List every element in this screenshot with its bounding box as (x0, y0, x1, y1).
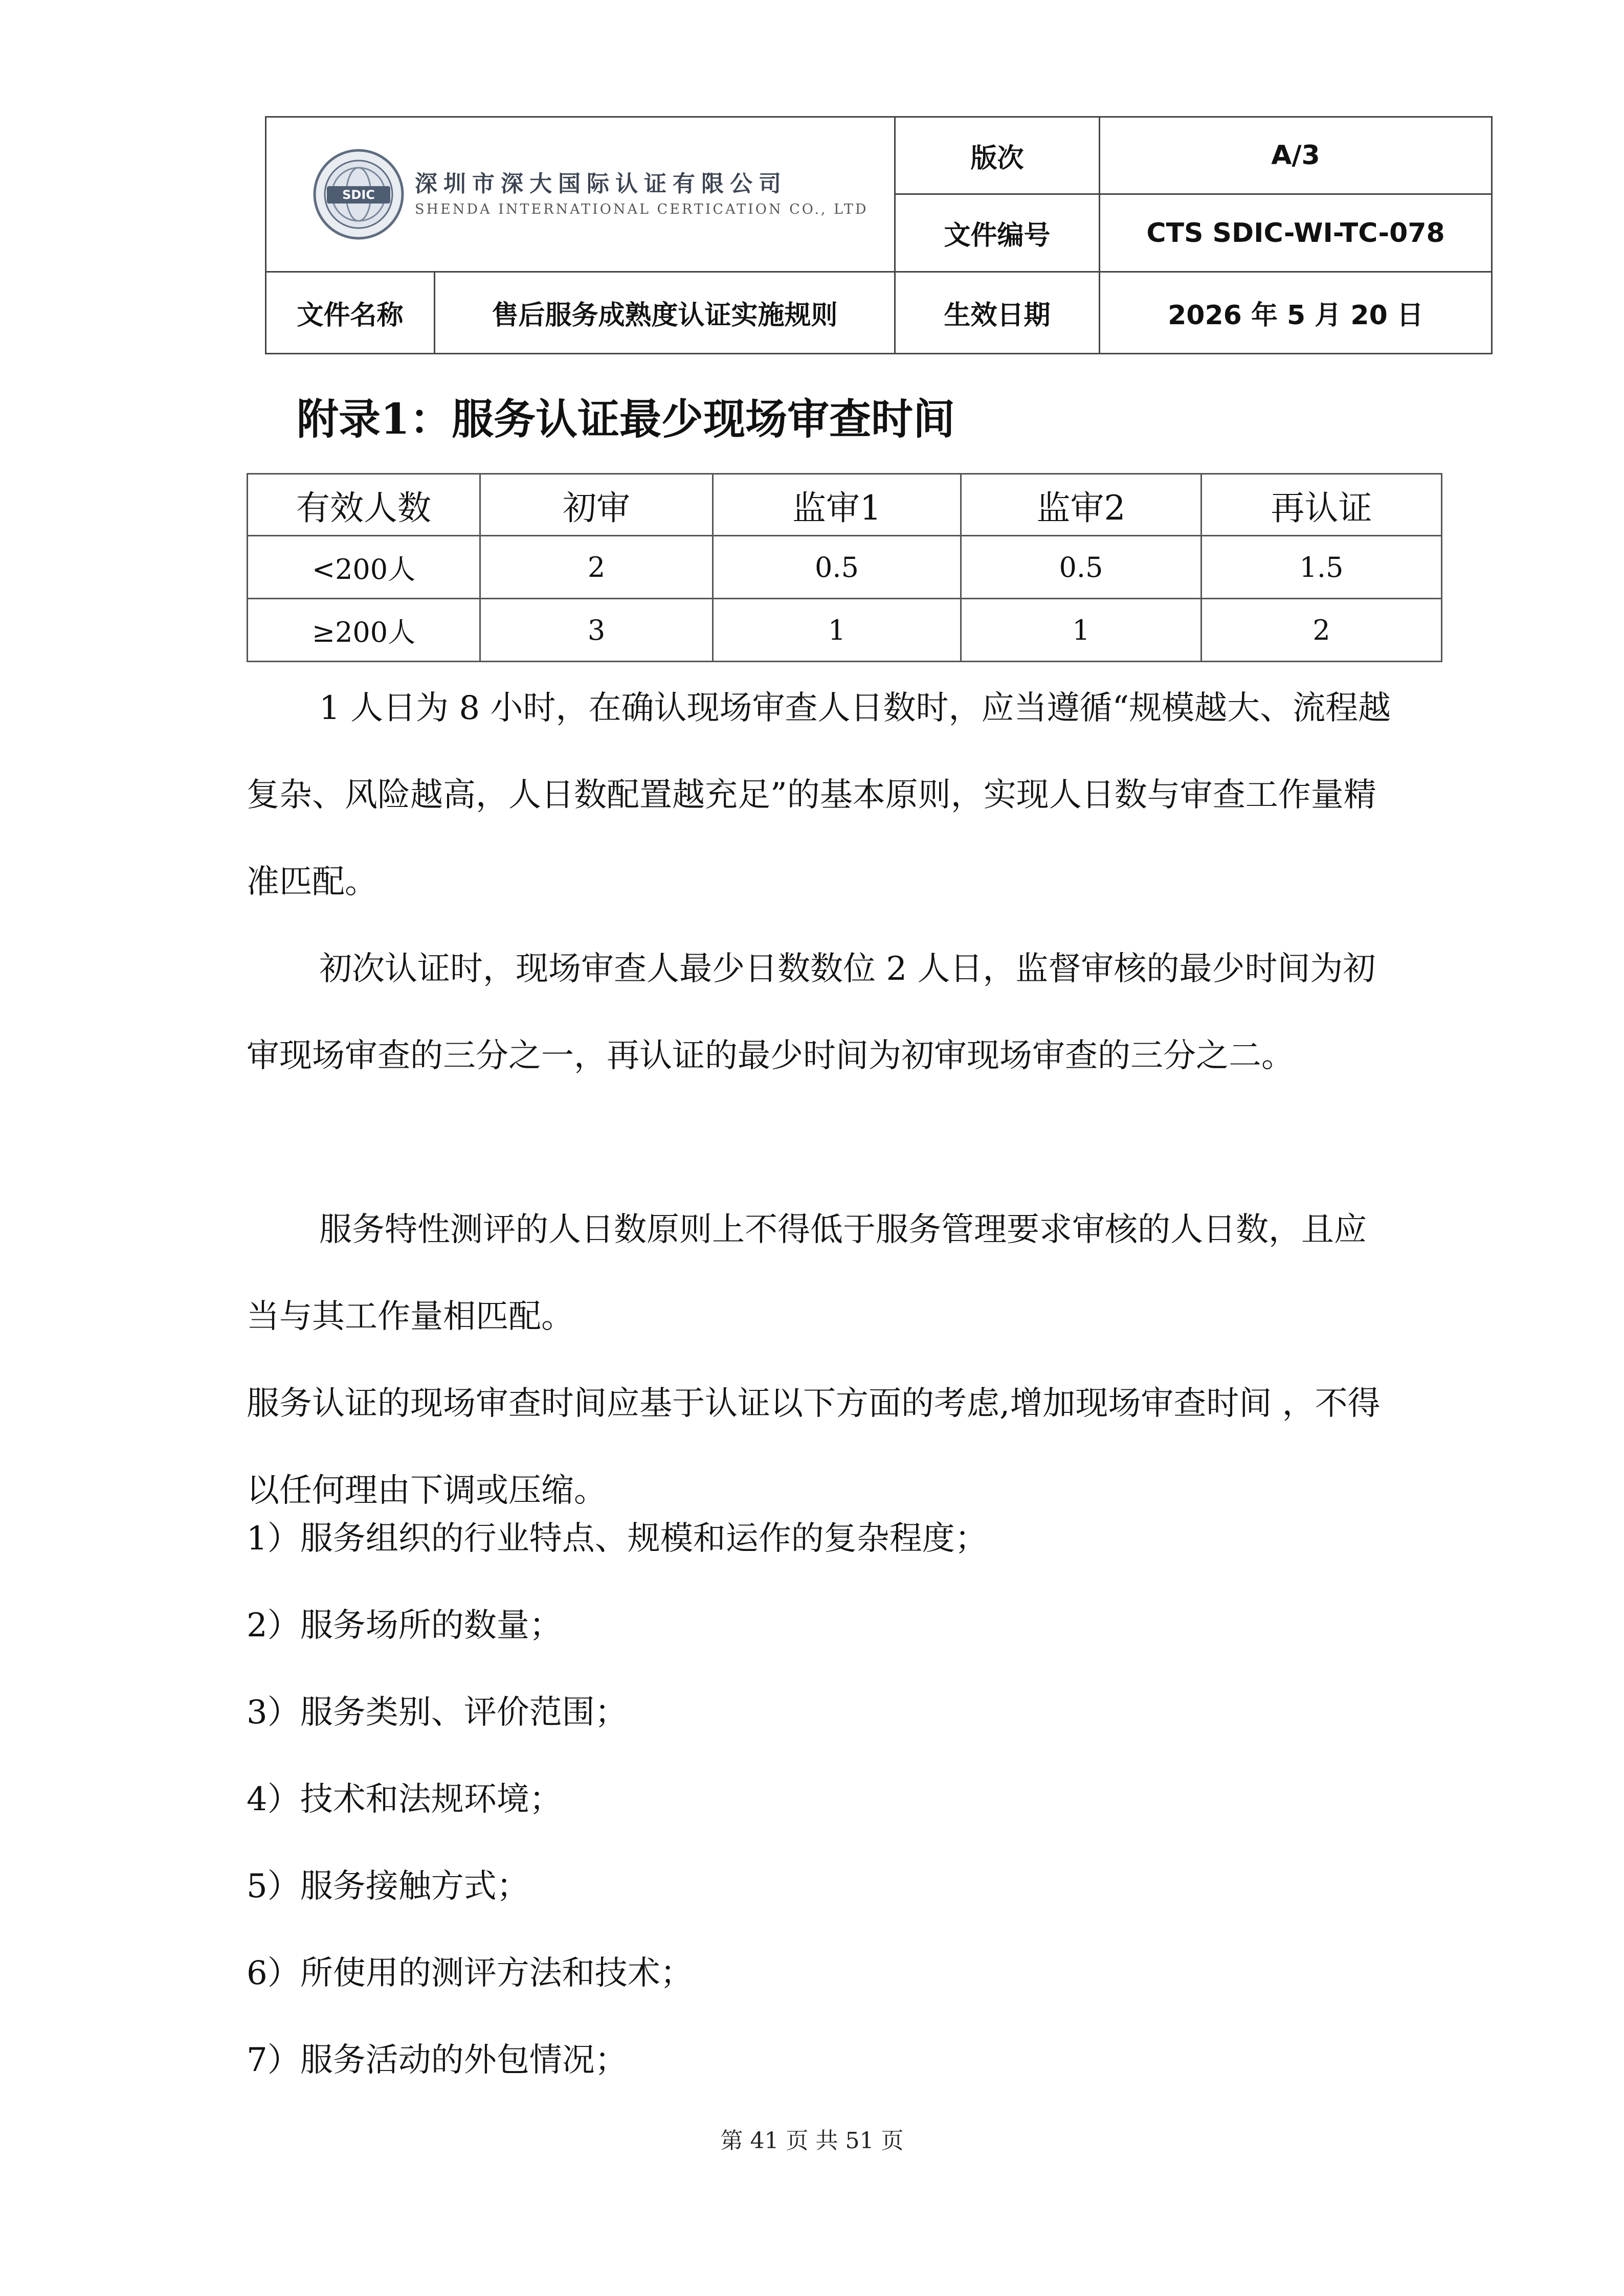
table-cell: ≥200人 (248, 599, 480, 662)
table-cell: 0.5 (961, 536, 1202, 599)
paragraph-audit-time-basis: 服务认证的现场审查时间应基于认证以下方面的考虑,增加现场审查时间 ，不得以任何理由下调或压缩。 (247, 1385, 1381, 1510)
doc-no-label: 文件编号 (895, 194, 1100, 272)
list-item: 1）服务组织的行业特点、规模和运作的复杂程度； (247, 1520, 988, 1558)
column-header: 监审2 (961, 474, 1202, 536)
appendix-title: 附录1：服务认证最少现场审查时间 (297, 395, 955, 444)
logo-text: SDIC (342, 188, 375, 202)
table-cell: 1 (961, 599, 1202, 662)
list-item: 7）服务活动的外包情况； (247, 2041, 628, 2079)
page-number: 第 41 页 共 51 页 (720, 2128, 904, 2154)
document-header (265, 116, 1493, 354)
table-row (248, 536, 1442, 599)
list-item: 6）所使用的测评方法和技术； (247, 1954, 693, 1992)
list-item: 3）服务类别、评价范围； (247, 1694, 628, 1731)
list-item: 2）服务场所的数量； (247, 1607, 562, 1645)
company-name-cn: 深圳市深大国际认证有限公司 (415, 171, 787, 197)
column-header: 初审 (480, 474, 713, 536)
effective-date-label: 生效日期 (895, 272, 1100, 354)
version-value: A/3 (1100, 117, 1492, 194)
effective-date-value: 2026 年 5 月 20 日 (1100, 272, 1492, 354)
table-row (248, 599, 1442, 662)
column-header: 有效人数 (248, 474, 480, 536)
column-header: 监审1 (713, 474, 961, 536)
table-cell: 2 (1202, 599, 1442, 662)
audit-time-table (247, 473, 1442, 662)
table-header-row (248, 474, 1442, 536)
paragraph-service-evaluation: 服务特性测评的人日数原则上不得低于服务管理要求审核的人日数，且应当与其工作量相匹配。 (247, 1211, 1367, 1336)
column-header: 再认证 (1202, 474, 1442, 536)
doc-name-value: 售后服务成熟度认证实施规则 (435, 272, 895, 354)
company-name-en: SHENDA INTERNATIONAL CERTICATION CO., LTD (415, 201, 869, 217)
list-item: 4）技术和法规环境； (247, 1781, 562, 1818)
table-cell: 1 (713, 599, 961, 662)
paragraph-initial-certification: 初次认证时，现场审查人最少日数数位 2 人日，监督审核的最少时间为初审现场审查的三分之一，再认证的最少时间为初审现场审查的三分之二。 (247, 950, 1376, 1075)
doc-name-label: 文件名称 (266, 272, 435, 354)
doc-no-value: CTS SDIC-WI-TC-078 (1100, 194, 1492, 272)
company-logo-cell (266, 117, 895, 272)
table-cell: 3 (480, 599, 713, 662)
table-cell: 0.5 (713, 536, 961, 599)
version-label: 版次 (895, 117, 1100, 194)
paragraph-person-day: 1 人日为 8 小时，在确认现场审查人日数时，应当遵循“规模越大、流程越复杂、风险越高，人日数配置越充足”的基本原则，实现人日数与审查工作量精准匹配。 (247, 689, 1391, 901)
sdic-logo-icon (313, 148, 405, 240)
list-item: 5）服务接触方式； (247, 1867, 529, 1905)
table-cell: 2 (480, 536, 713, 599)
table-cell: <200人 (248, 536, 480, 599)
table-cell: 1.5 (1202, 536, 1442, 599)
